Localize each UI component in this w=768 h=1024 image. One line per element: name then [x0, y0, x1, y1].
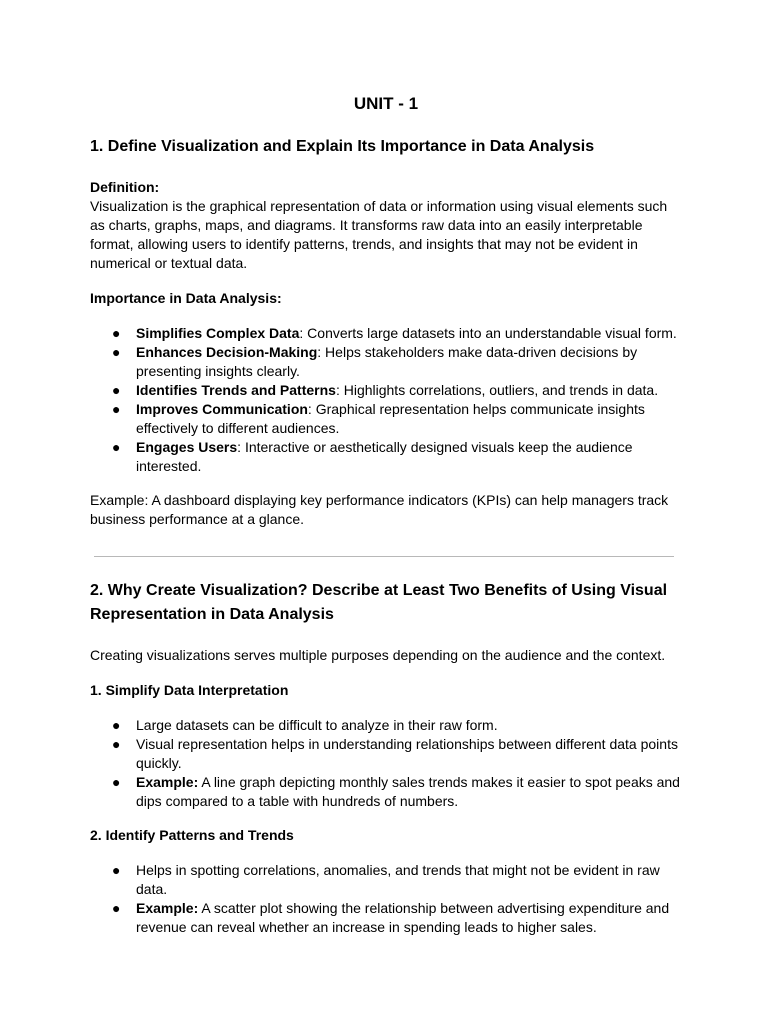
list-item-text: : Interactive or aesthetically designed visuals keep the audience interested. [136, 439, 633, 474]
bullet-icon: ● [112, 862, 121, 878]
list-item [90, 324, 682, 343]
list-item-text: Helps in spotting correlations, anomalies, and trends that might not be evident in raw data. [136, 862, 660, 897]
list-item [90, 381, 682, 400]
list-item [90, 343, 682, 381]
bullet-icon: ● [112, 382, 121, 398]
list-item-bold: Example: [136, 774, 199, 790]
list-item [90, 899, 682, 937]
list-item [90, 716, 682, 735]
bullet-icon: ● [112, 325, 121, 341]
list-item [90, 773, 682, 811]
list-item-bold: Improves Communication [136, 401, 308, 417]
list-item-text: : Converts large datasets into an understandable visual form. [299, 325, 677, 341]
subsection2-list [90, 861, 682, 937]
document-content [90, 94, 682, 952]
importance-label: Importance in Data Analysis: [90, 290, 282, 306]
list-item-bold: Example: [136, 900, 199, 916]
list-item-text: A scatter plot showing the relationship between advertising expenditure and revenue can reveal whether an increase in spending leads to higher sales. [136, 900, 670, 935]
bullet-icon: ● [112, 736, 121, 752]
importance-list [90, 324, 682, 476]
subsection1-heading: 1. Simplify Data Interpretation [90, 682, 289, 698]
definition-text: Visualization is the graphical representation of data or information using visual elements such as charts, graphs, maps, and diagrams. It transforms raw data into an easily interpretable format, allowing users to identify patterns, trends, and insights that may not be evident in numerical or textual data. [90, 198, 668, 271]
subsection1-list [90, 716, 682, 811]
unit-title: UNIT - 1 [353, 94, 419, 113]
bullet-icon: ● [112, 401, 121, 417]
bullet-icon: ● [112, 439, 121, 455]
bullet-icon: ● [112, 900, 121, 916]
list-item-bold: Identifies Trends and Patterns [136, 382, 336, 398]
section1-example: Example: A dashboard displaying key performance indicators (KPIs) can help managers track business performance at a glance. [90, 492, 669, 527]
bullet-icon: ● [112, 717, 121, 733]
list-item-text: : Graphical representation helps communicate insights effectively to different audiences. [136, 401, 645, 436]
list-item-bold: Simplifies Complex Data [136, 325, 300, 341]
list-item-bold: Enhances Decision-Making [136, 344, 318, 360]
list-item-text: : Helps stakeholders make data-driven decisions by presenting insights clearly. [136, 344, 638, 379]
list-item [90, 735, 682, 773]
subsection2-heading: 2. Identify Patterns and Trends [90, 827, 294, 843]
list-item-bold: Engages Users [136, 439, 238, 455]
list-item-text: Visual representation helps in understanding relationships between different data points quickly. [136, 736, 678, 771]
bullet-icon: ● [112, 774, 121, 790]
list-item-text: A line graph depicting monthly sales trends makes it easier to spot peaks and dips compared to a table with hundreds of numbers. [136, 774, 680, 809]
section2-intro: Creating visualizations serves multiple purposes depending on the audience and the context. [90, 647, 666, 663]
list-item [90, 400, 682, 438]
section1-heading: 1. Define Visualization and Explain Its Importance in Data Analysis [90, 138, 595, 155]
list-item [90, 438, 682, 476]
list-item [90, 861, 682, 899]
horizontal-divider [94, 556, 674, 557]
section2-heading: 2. Why Create Visualization? Describe at Least Two Benefits of Using Visual Representation in Data Analysis [90, 582, 668, 623]
list-item-text: : Highlights correlations, outliers, and trends in data. [335, 382, 659, 398]
bullet-icon: ● [112, 344, 121, 360]
list-item-text: Large datasets can be difficult to analyze in their raw form. [136, 717, 498, 733]
definition-label: Definition: [90, 179, 160, 195]
